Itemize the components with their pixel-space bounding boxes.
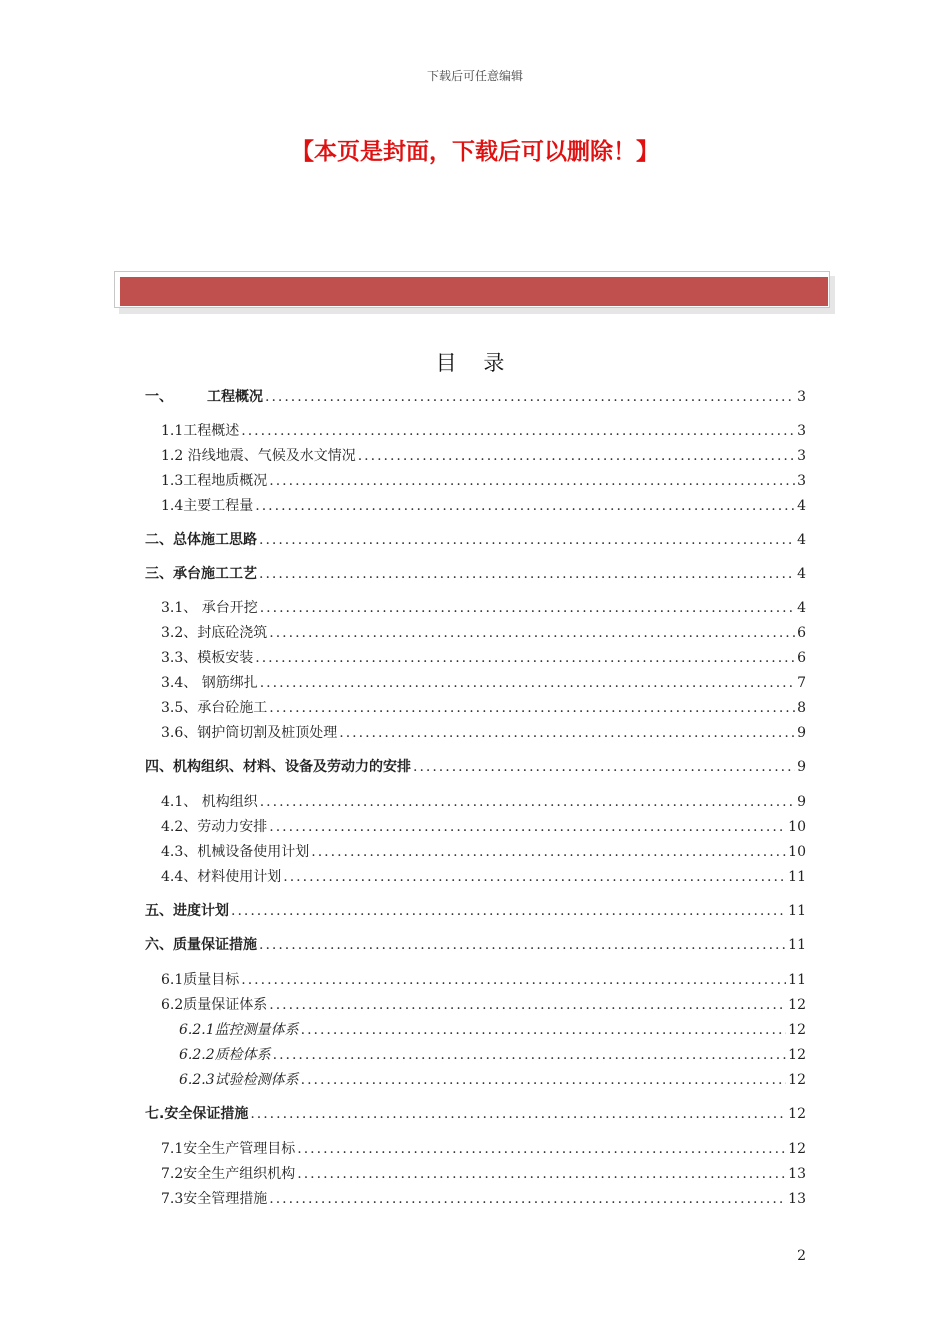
page-header: 下载后可任意编辑: [426, 69, 523, 83]
toc-entry-page: 11: [788, 937, 806, 953]
toc-leader-dots: [250, 1104, 786, 1124]
toc-entry-page: 10: [788, 819, 806, 835]
toc-entry-label: 三、承台施工工艺: [145, 566, 257, 582]
toc-leader-dots: [269, 1189, 786, 1209]
toc-entry-number: 一、: [145, 389, 173, 405]
toc-entry[interactable]: [161, 421, 806, 441]
toc-leader-dots: [259, 564, 795, 584]
toc-entry-page: 3: [797, 423, 806, 439]
toc-entry-page: 9: [797, 725, 806, 741]
toc-entry[interactable]: [179, 1020, 806, 1040]
toc-entry-label: 7.2安全生产组织机构: [161, 1166, 296, 1182]
toc-entry-label: 六、质量保证措施: [145, 937, 257, 953]
toc-entry-page: 13: [788, 1166, 806, 1182]
toc-entry-page: 12: [788, 1022, 806, 1038]
toc-entry-label: 3.6、钢护筒切割及桩顶处理: [161, 725, 338, 741]
toc-entry[interactable]: [145, 564, 806, 584]
toc-entry-label: 7.1安全生产管理目标: [161, 1141, 296, 1157]
toc-entry-label: 1.2 沿线地震、气候及水文情况: [161, 448, 356, 464]
toc-entry[interactable]: [161, 446, 806, 466]
toc-entry-page: 4: [797, 532, 806, 548]
toc-leader-dots: [260, 673, 795, 693]
toc-entry[interactable]: [161, 1164, 806, 1184]
toc-leader-dots: [339, 723, 795, 743]
page-number: 2: [797, 1248, 806, 1264]
toc-entry-page: 4: [797, 498, 806, 514]
toc-entry-page: 12: [788, 1106, 806, 1122]
toc-leader-dots: [269, 623, 795, 643]
toc-title: 目 录: [435, 351, 515, 375]
toc-entry[interactable]: [161, 673, 806, 693]
toc-entry-page: 12: [788, 997, 806, 1013]
toc-entry-page: 3: [797, 389, 806, 405]
toc-leader-dots: [259, 530, 795, 550]
toc-entry-page: 4: [797, 600, 806, 616]
toc-entry-page: 12: [788, 1047, 806, 1063]
toc-leader-dots: [231, 901, 786, 921]
toc-entry[interactable]: [161, 792, 806, 812]
toc-leader-dots: [273, 1045, 787, 1065]
toc-leader-dots: [297, 1164, 786, 1184]
toc-entry-label: 4.2、劳动力安排: [161, 819, 268, 835]
toc-entry-label: 3.1、 承台开挖: [161, 600, 258, 616]
toc-entry[interactable]: [161, 471, 806, 491]
toc-entry[interactable]: [145, 935, 806, 955]
toc-entry[interactable]: [161, 723, 806, 743]
toc-leader-dots: [269, 995, 786, 1015]
toc-entry[interactable]: [161, 623, 806, 643]
toc-leader-dots: [265, 387, 795, 407]
toc-entry[interactable]: [179, 1070, 806, 1090]
toc-entry-label: 6.1质量目标: [161, 972, 240, 988]
toc-entry-label: 6.2.3试验检测体系: [179, 1072, 299, 1088]
toc-entry[interactable]: [161, 1139, 806, 1159]
toc-entry-label: 二、总体施工思路: [145, 532, 257, 548]
toc-entry-page: 8: [797, 700, 806, 716]
toc-entry[interactable]: [161, 867, 806, 887]
toc-entry-page: 3: [797, 473, 806, 489]
toc-leader-dots: [241, 421, 795, 441]
toc-leader-dots: [269, 817, 786, 837]
toc-entry-label: 4.4、材料使用计划: [161, 869, 282, 885]
toc-entry-page: 12: [788, 1141, 806, 1157]
toc-entry-page: 11: [788, 869, 806, 885]
toc-entry-label: 3.2、封底砼浇筑: [161, 625, 268, 641]
toc-entry-page: 6: [797, 625, 806, 641]
toc-entry-page: 10: [788, 844, 806, 860]
toc-entry[interactable]: [161, 698, 806, 718]
toc-entry-label: 4.3、机械设备使用计划: [161, 844, 310, 860]
toc-leader-dots: [301, 1070, 787, 1090]
toc-entry-label: [145, 387, 263, 407]
toc-entry-page: 3: [797, 448, 806, 464]
toc-entry[interactable]: [179, 1045, 806, 1065]
toc-entry-page: 4: [797, 566, 806, 582]
toc-leader-dots: [311, 842, 786, 862]
toc-entry-label: 七.安全保证措施: [145, 1106, 249, 1122]
toc-entry[interactable]: [145, 530, 806, 550]
toc-entry[interactable]: [145, 387, 806, 407]
toc-leader-dots: [301, 1020, 787, 1040]
toc-entry-label: 3.3、模板安装: [161, 650, 254, 666]
toc-entry-label: 3.4、 钢筋绑扎: [161, 675, 258, 691]
toc-entry-page: 11: [788, 972, 806, 988]
toc-entry-label: 1.1工程概述: [161, 423, 240, 439]
toc-leader-dots: [413, 757, 795, 777]
toc-entry-page: 13: [788, 1191, 806, 1207]
toc-entry-page: 9: [797, 759, 806, 775]
toc-entry-label: 6.2质量保证体系: [161, 997, 268, 1013]
toc-entry[interactable]: [161, 970, 806, 990]
toc-entry-label: 3.5、承台砼施工: [161, 700, 268, 716]
toc-entry-label: 7.3安全管理措施: [161, 1191, 268, 1207]
toc-entry[interactable]: [161, 598, 806, 618]
toc-entry[interactable]: [161, 648, 806, 668]
toc-entry[interactable]: [145, 1104, 806, 1124]
toc-entry-label: 1.4主要工程量: [161, 498, 254, 514]
toc-leader-dots: [255, 648, 795, 668]
toc-entry[interactable]: [161, 817, 806, 837]
toc-leader-dots: [255, 496, 795, 516]
toc-leader-dots: [297, 1139, 786, 1159]
toc-leader-dots: [260, 792, 795, 812]
toc-entry[interactable]: [145, 901, 806, 921]
toc-entry-page: 11: [788, 903, 806, 919]
toc-leader-dots: [260, 598, 795, 618]
toc-leader-dots: [269, 698, 795, 718]
toc-entry-label: 1.3工程地质概况: [161, 473, 268, 489]
title-bar: [120, 277, 828, 306]
toc-entry-page: 9: [797, 794, 806, 810]
toc-entry-page: 7: [797, 675, 806, 691]
toc-entry[interactable]: [161, 1189, 806, 1209]
toc-entry-page: 12: [788, 1072, 806, 1088]
toc-entry-label: 6.2.2质检体系: [179, 1047, 271, 1063]
toc-leader-dots: [283, 867, 786, 887]
toc-entry-label: 五、进度计划: [145, 903, 229, 919]
toc-leader-dots: [269, 471, 795, 491]
toc-entry-label: 四、机构组织、材料、设备及劳动力的安排: [145, 759, 411, 775]
toc-entry-label: 4.1、 机构组织: [161, 794, 258, 810]
toc-leader-dots: [358, 446, 795, 466]
toc-leader-dots: [259, 935, 786, 955]
toc-leader-dots: [241, 970, 786, 990]
toc-entry[interactable]: [161, 995, 806, 1015]
toc-entry[interactable]: [161, 842, 806, 862]
toc-entry-page: 6: [797, 650, 806, 666]
toc-entry[interactable]: [161, 496, 806, 516]
toc-entry-text: 工程概况: [207, 389, 263, 405]
toc-entry[interactable]: [145, 757, 806, 777]
cover-banner: 【本页是封面，下载后可以删除！】: [291, 139, 659, 165]
toc-entry-label: 6.2.1监控测量体系: [179, 1022, 299, 1038]
